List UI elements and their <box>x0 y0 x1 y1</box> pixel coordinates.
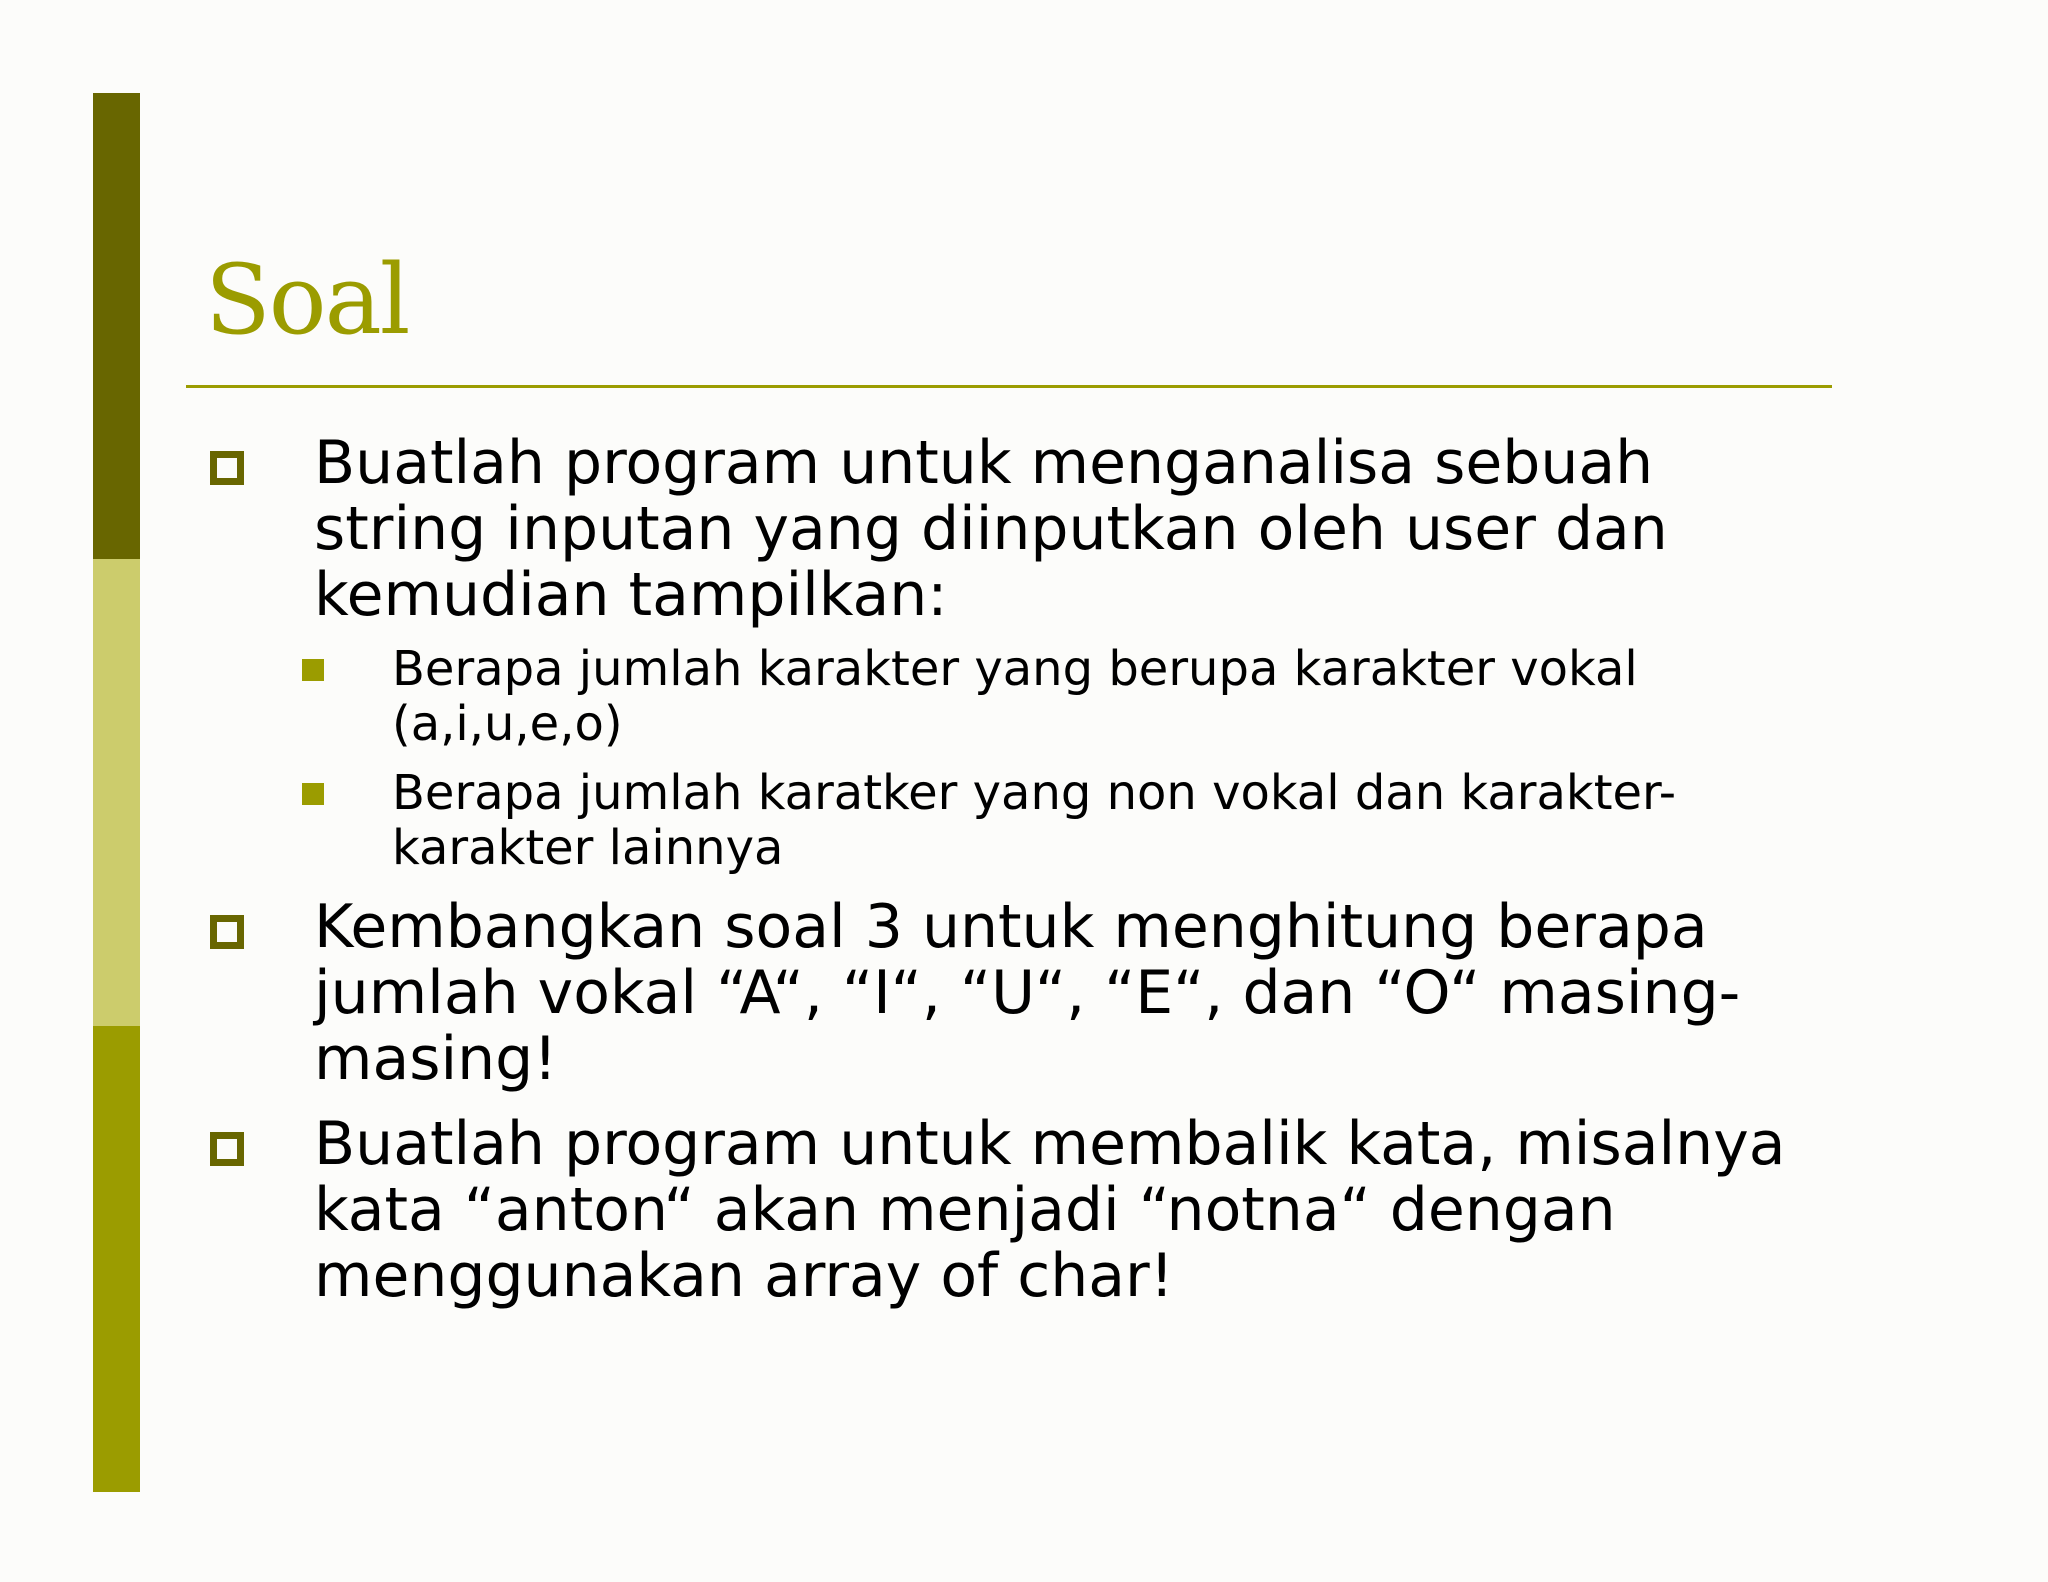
bullet-item-3 <box>314 1111 1834 1309</box>
bullet-item-text: Buatlah program untuk menganalisa sebuah string inputan yang diinputkan oleh user dan kemudian tampilkan: <box>314 428 1668 630</box>
bullet-item-2 <box>314 894 1834 1092</box>
sub-bullet-item-text: Berapa jumlah karakter yang berupa karakter vokal (a,i,u,e,o) <box>392 641 1638 752</box>
hollow-square-bullet-icon <box>210 1132 244 1166</box>
decorative-bar-dark <box>93 93 140 559</box>
decorative-bar-olive <box>93 1026 140 1492</box>
filled-square-bullet-icon <box>302 783 324 805</box>
filled-square-bullet-icon <box>302 659 324 681</box>
bullet-item-text: Kembangkan soal 3 untuk menghitung berapa jumlah vokal “A“, “I“, “U“, “E“, dan “O“ masing-masing! <box>314 892 1741 1094</box>
hollow-square-bullet-icon <box>210 451 244 485</box>
bullet-item-1 <box>314 430 1834 628</box>
decorative-bar-light <box>93 559 140 1026</box>
sub-bullet-item-1 <box>392 642 1832 752</box>
sub-bullet-item-text: Berapa jumlah karatker yang non vokal dan karakter-karakter lainnya <box>392 765 1677 876</box>
title-divider <box>186 385 1832 388</box>
slide-title: Soal <box>205 244 409 356</box>
sub-bullet-item-2 <box>392 766 1832 876</box>
bullet-item-text: Buatlah program untuk membalik kata, misalnya kata “anton“ akan menjadi “notna“ dengan menggunakan array of char! <box>314 1109 1786 1311</box>
hollow-square-bullet-icon <box>210 915 244 949</box>
